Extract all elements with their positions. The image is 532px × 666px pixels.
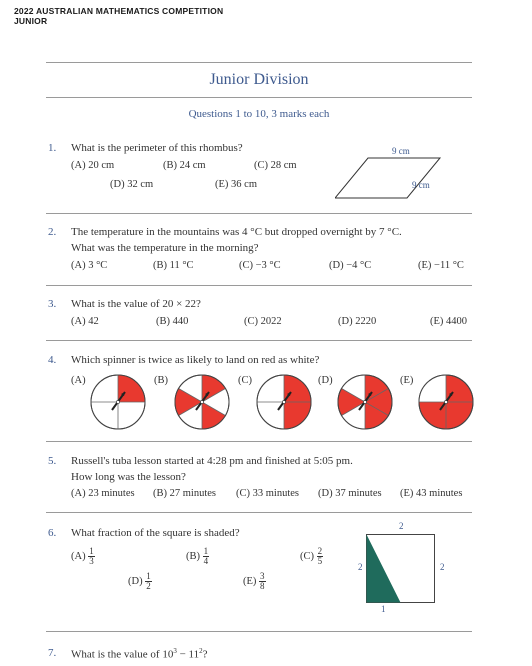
q6-option-c-label: (C) (300, 550, 314, 562)
shaded-square-figure (366, 534, 436, 604)
q4-option-c: (C) (238, 375, 252, 386)
q6-option-d-fraction: $\frac{1}{2}$ (146, 571, 151, 591)
square-bottom-label: 1 (381, 604, 386, 614)
section-subtitle: Questions 1 to 10, 3 marks each (188, 108, 330, 120)
competition-header: 2022 AUSTRALIAN MATHEMATICS COMPETITION (14, 6, 224, 16)
q4-divider (46, 441, 472, 442)
rhombus-side-label: 9 cm (412, 180, 430, 190)
q4-option-e: (E) (400, 375, 414, 386)
q3-divider (46, 340, 472, 341)
q5-divider (46, 512, 472, 513)
q2-option-e: (E) −11 °C (418, 260, 464, 271)
q6-option-c (300, 547, 323, 566)
q2-number: 2. (48, 226, 57, 238)
title-bottom-rule (46, 97, 472, 98)
q7-number: 7. (48, 647, 57, 659)
q2-option-d: (D) −4 °C (329, 260, 372, 271)
spinner-a (90, 374, 146, 430)
spinner-e (418, 374, 474, 430)
q6-option-b (186, 547, 209, 566)
q6-option-d-label: (D) (128, 575, 143, 587)
q3-option-b: (B) 440 (156, 316, 189, 327)
q6-number: 6. (48, 527, 57, 539)
q4-option-a: (A) (71, 375, 86, 386)
q6-option-e-fraction: $\frac{3}{8}$ (260, 571, 265, 591)
q5-text-line2: How long was the lesson? (71, 471, 186, 483)
q1-text: What is the perimeter of this rhombus? (71, 142, 243, 154)
q4-option-d: (D) (318, 375, 333, 386)
q2-divider (46, 285, 472, 286)
q3-option-a: (A) 42 (71, 316, 99, 327)
q5-text-line1: Russell's tuba lesson started at 4:28 pm and finished at 5:05 pm. (71, 455, 353, 467)
q6-option-c-fraction: $\frac{2}{5}$ (317, 546, 323, 566)
spinner-b (174, 374, 230, 430)
q1-option-d: (D) 32 cm (110, 179, 154, 190)
q2-text-line1: The temperature in the mountains was 4 °C but dropped overnight by 7 °C. (71, 226, 402, 238)
q6-text: What fraction of the square is shaded? (71, 527, 240, 539)
q5-number: 5. (48, 455, 57, 467)
q5-option-e: (E) 43 minutes (400, 488, 463, 499)
q3-option-d: (D) 2220 (338, 316, 377, 327)
q3-number: 3. (48, 298, 57, 310)
q5-option-c: (C) 33 minutes (236, 488, 299, 499)
q5-option-a: (A) 23 minutes (71, 488, 135, 499)
q6-option-a (71, 547, 95, 566)
rhombus-top-label: 9 cm (392, 146, 410, 156)
square-right-label: 2 (440, 562, 445, 572)
square-left-label: 2 (358, 562, 363, 572)
spinner-d (337, 374, 393, 430)
q6-divider (46, 631, 472, 632)
q1-option-c: (C) 28 cm (254, 160, 297, 171)
q1-option-b: (B) 24 cm (163, 160, 206, 171)
q5-option-b: (B) 27 minutes (153, 488, 216, 499)
q2-option-c: (C) −3 °C (239, 260, 281, 271)
q6-option-a-fraction: $\frac{1}{3}$ (89, 546, 94, 566)
q3-text: What is the value of 20 × 22? (71, 298, 201, 310)
title-top-rule (46, 62, 472, 63)
q1-number: 1. (48, 142, 57, 154)
q1-option-e: (E) 36 cm (215, 179, 257, 190)
q4-option-b: (B) (154, 375, 168, 386)
square-top-label: 2 (399, 521, 404, 531)
q6-option-a-label: (A) (71, 550, 86, 562)
division-header: JUNIOR (14, 16, 48, 26)
q6-option-b-label: (B) (186, 550, 200, 562)
q7-text: What is the value of $10^3 - 11^2$? (71, 647, 208, 661)
q2-text-line2: What was the temperature in the morning? (71, 242, 259, 254)
q1-divider (46, 213, 472, 214)
q3-option-e: (E) 4400 (430, 316, 468, 327)
q2-option-b: (B) 11 °C (153, 260, 194, 271)
q6-option-d (128, 572, 152, 591)
q3-option-c: (C) 2022 (244, 316, 282, 327)
q2-option-a: (A) 3 °C (71, 260, 108, 271)
q6-option-b-fraction: $\frac{1}{4}$ (203, 546, 209, 566)
q4-text: Which spinner is twice as likely to land on red as white? (71, 354, 320, 366)
spinner-c (256, 374, 312, 430)
q1-option-a: (A) 20 cm (71, 160, 115, 171)
q5-option-d: (D) 37 minutes (318, 488, 382, 499)
q6-option-e-label: (E) (243, 575, 257, 587)
q4-number: 4. (48, 354, 57, 366)
q6-option-e (243, 572, 266, 591)
page-title: Junior Division (209, 71, 309, 88)
